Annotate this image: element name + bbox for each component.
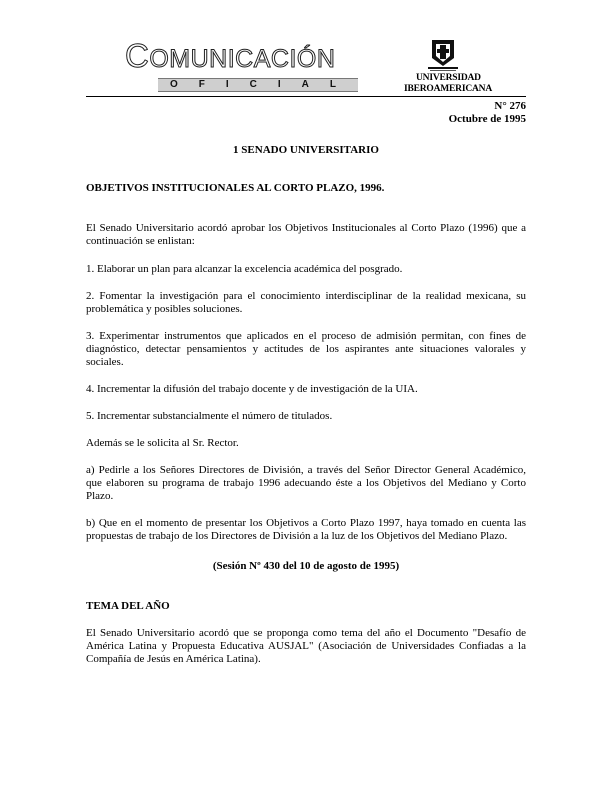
request-item-a: a) Pedirle a los Señores Directores de División, a través del Señor Director General Académico, que elaboren su programa de trabajo 1996 adecuando éste a los Objetivos del Mediano y Corto Plazo. [86, 464, 526, 502]
objective-item: 3. Experimentar instrumentos que aplicados en el proceso de admisión permitan, con fines de diagnóstico, detectar pensamientos y actitudes de los aspirantes ante situaciones valorales y sociales. [86, 330, 526, 368]
objective-item: 2. Fomentar la investigación para el conocimiento interdisciplinar de la realidad mexicana, su problemática y posibles soluciones. [86, 290, 526, 315]
document-date: Octubre de 1995 [448, 113, 526, 125]
header-divider [86, 96, 526, 97]
section-heading-tema: TEMA DEL AÑO [86, 600, 170, 612]
tema-paragraph: El Senado Universitario acordó que se proponga como tema del año el Documento "Desafío de América Latina y Propuesta Educativa AUSJAL" (Asociación de Universidades Confiadas a la Compañía de Jesús en América Latina). [86, 627, 526, 665]
session-reference: (Sesión Nº 430 del 10 de agosto de 1995) [212, 560, 400, 572]
masthead-title-rest: OMUNICACIÓN [149, 45, 336, 73]
intro-paragraph: El Senado Universitario acordó aprobar los Objetivos Institucionales al Corto Plazo (1996) que a continuación se enlistan: [86, 222, 526, 247]
document-number: N° 276 [494, 100, 526, 112]
university-name-line2: IBEROAMERICANA [404, 84, 492, 94]
masthead-subtitle-bar [158, 78, 358, 92]
university-name-line1: UNIVERSIDAD [416, 73, 481, 83]
objective-item: 4. Incrementar la difusión del trabajo docente y de investigación de la UIA. [86, 383, 418, 395]
masthead-subtitle: OFICIAL [170, 79, 357, 90]
section-subheading: OBJETIVOS INSTITUCIONALES AL CORTO PLAZO, 1996. [86, 182, 385, 194]
masthead-title [125, 38, 335, 77]
objective-item: 1. Elaborar un plan para alcanzar la excelencia académica del posgrado. [86, 263, 403, 275]
request-intro: Además se le solicita al Sr. Rector. [86, 437, 239, 449]
university-logo [404, 36, 528, 94]
university-crest-icon [426, 36, 460, 72]
masthead-logo [125, 38, 355, 94]
section-heading: 1 SENADO UNIVERSITARIO [233, 144, 379, 156]
masthead-title-initial: C [125, 37, 150, 74]
objective-item: 5. Incrementar substancialmente el número de titulados. [86, 410, 333, 422]
request-item-b: b) Que en el momento de presentar los Objetivos a Corto Plazo 1997, haya tomado en cuenta las propuestas de trabajo de los Directores de División a la luz de los Objetivos del Mediano Plazo. [86, 517, 526, 542]
